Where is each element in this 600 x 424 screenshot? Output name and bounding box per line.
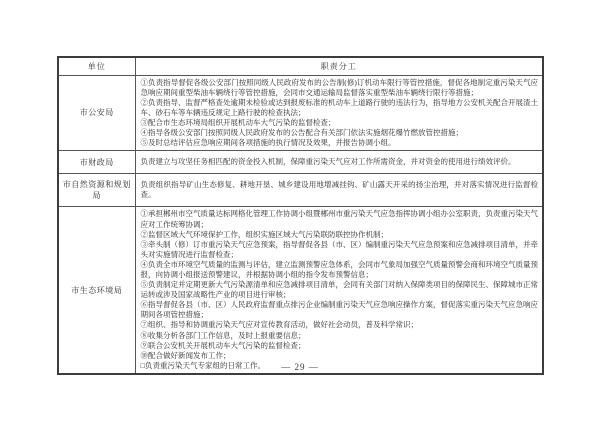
page-number: — 29 — xyxy=(281,362,319,372)
duty-line: ⑧收集分析各部门工作信息，及时上报重要信息； xyxy=(140,330,306,340)
duty-line: ⑤及时总结评估应急响应期间各项措施的执行情况及效果，并报告协调小组。 xyxy=(140,138,396,148)
duty-cell xyxy=(135,75,543,151)
duty-line: ③配合市生态环境局组织开展机动车大气污染的监督检查； xyxy=(140,117,336,127)
duty-line: ③牵头制（修）订市重污染天气应急预案，指导督促各县（市、区）编制重污染天气应急预案和应急减排项目清单，并牵头对实施情况进行监督检查； xyxy=(140,239,538,259)
table-row xyxy=(58,151,543,174)
duty-line: ①承担郴州市空气质量达标网格化管理工作协调小组暨郴州市重污染天气应急指挥协调小组办公室职责，负责重污染天气应对工作统筹协调； xyxy=(140,209,538,229)
duty-line: 负责组织指导矿山生态修复、耕地开垦、城乡建设用地增减挂钩、矿山露天开采的扬尘治理，并对落实情况进行监督检查。 xyxy=(140,180,538,200)
duty-line: ④指导各级公安部门按照同级人民政府发布的公告配合有关部门依法实施烟花爆竹燃放管控措施； xyxy=(140,127,463,137)
responsibility-table xyxy=(57,56,544,375)
duty-line: 负责建立与攻坚任务相匹配的资金投入机制，保障重污染天气应对工作所需资金，并对资金的使用进行绩效评价。 xyxy=(140,157,516,167)
table-row xyxy=(58,75,543,151)
duty-line: ⑥指导督促各县（市、区）人民政府监督重点排污企业编制重污染天气应急响应操作方案，督促落实重污染天气应急响应期间各项管控措施； xyxy=(140,300,538,320)
duty-line: ②监督区域大气环境保护工作，组织实施区域大气污染联防联控协作机制； xyxy=(140,229,388,239)
table-row xyxy=(58,207,543,374)
unit-cell: 市生态环境局 xyxy=(58,207,135,374)
duty-line: ②负责指导、监督严格查处逾期未检验或达到报废标准的机动车上道路行驶的违法行为，指导地方公安机关配合开展渣土车、砂石车等车辆违反规定上路行驶的检查执法； xyxy=(140,97,538,117)
unit-cell: 市公安局 xyxy=(58,75,135,151)
duty-line: ⑦组织、指导和协调重污染天气应对宣传教育活动，做好社会动员，普及科学常识； xyxy=(140,320,418,330)
unit-cell: 市自然资源和规划局 xyxy=(58,174,135,207)
duty-cell xyxy=(135,151,543,174)
table-row xyxy=(58,174,543,207)
duty-line: ⑨联合公安机关开展机动车大气污染的监督检查； xyxy=(140,340,306,350)
table-body xyxy=(58,75,543,374)
duty-line: ④负责全市环境空气质量的监测与评估，建立监测预警应急体系，会同市气象局加强空气质量预警会商和环境空气质量预报，向协调小组报送预警建议，并根据协调小组的指令发布预警信息； xyxy=(140,259,538,279)
duty-line: ⑤负责制定并定期更新大气污染源清单和应急减排项目清单，会同有关部门对纳入保障类项目的保障民生、保障城市正常运转或涉及国家战略性产业的项目进行审核； xyxy=(140,280,538,300)
col-header-duty: 职责分工 xyxy=(135,57,543,75)
duty-cell xyxy=(135,207,543,374)
duty-line: ⑩配合做好新闻发布工作； xyxy=(140,350,231,360)
duty-line: ①负责指导督促各级公安部门按照同级人民政府发布的公告制(修)订机动车限行等管控措施，督促各地制定重污染天气应急响应期间重型柴油车辆绕行等管控措施，会同市交通运输局监督落实重型柴油车辆绕行限行等措施； xyxy=(140,77,538,97)
duty-cell xyxy=(135,174,543,207)
table-header-row xyxy=(58,57,543,75)
duty-line: □负责重污染天气专家组的日常工作。 xyxy=(140,360,266,370)
col-header-unit: 单位 xyxy=(58,57,135,75)
unit-cell: 市财政局 xyxy=(58,151,135,174)
